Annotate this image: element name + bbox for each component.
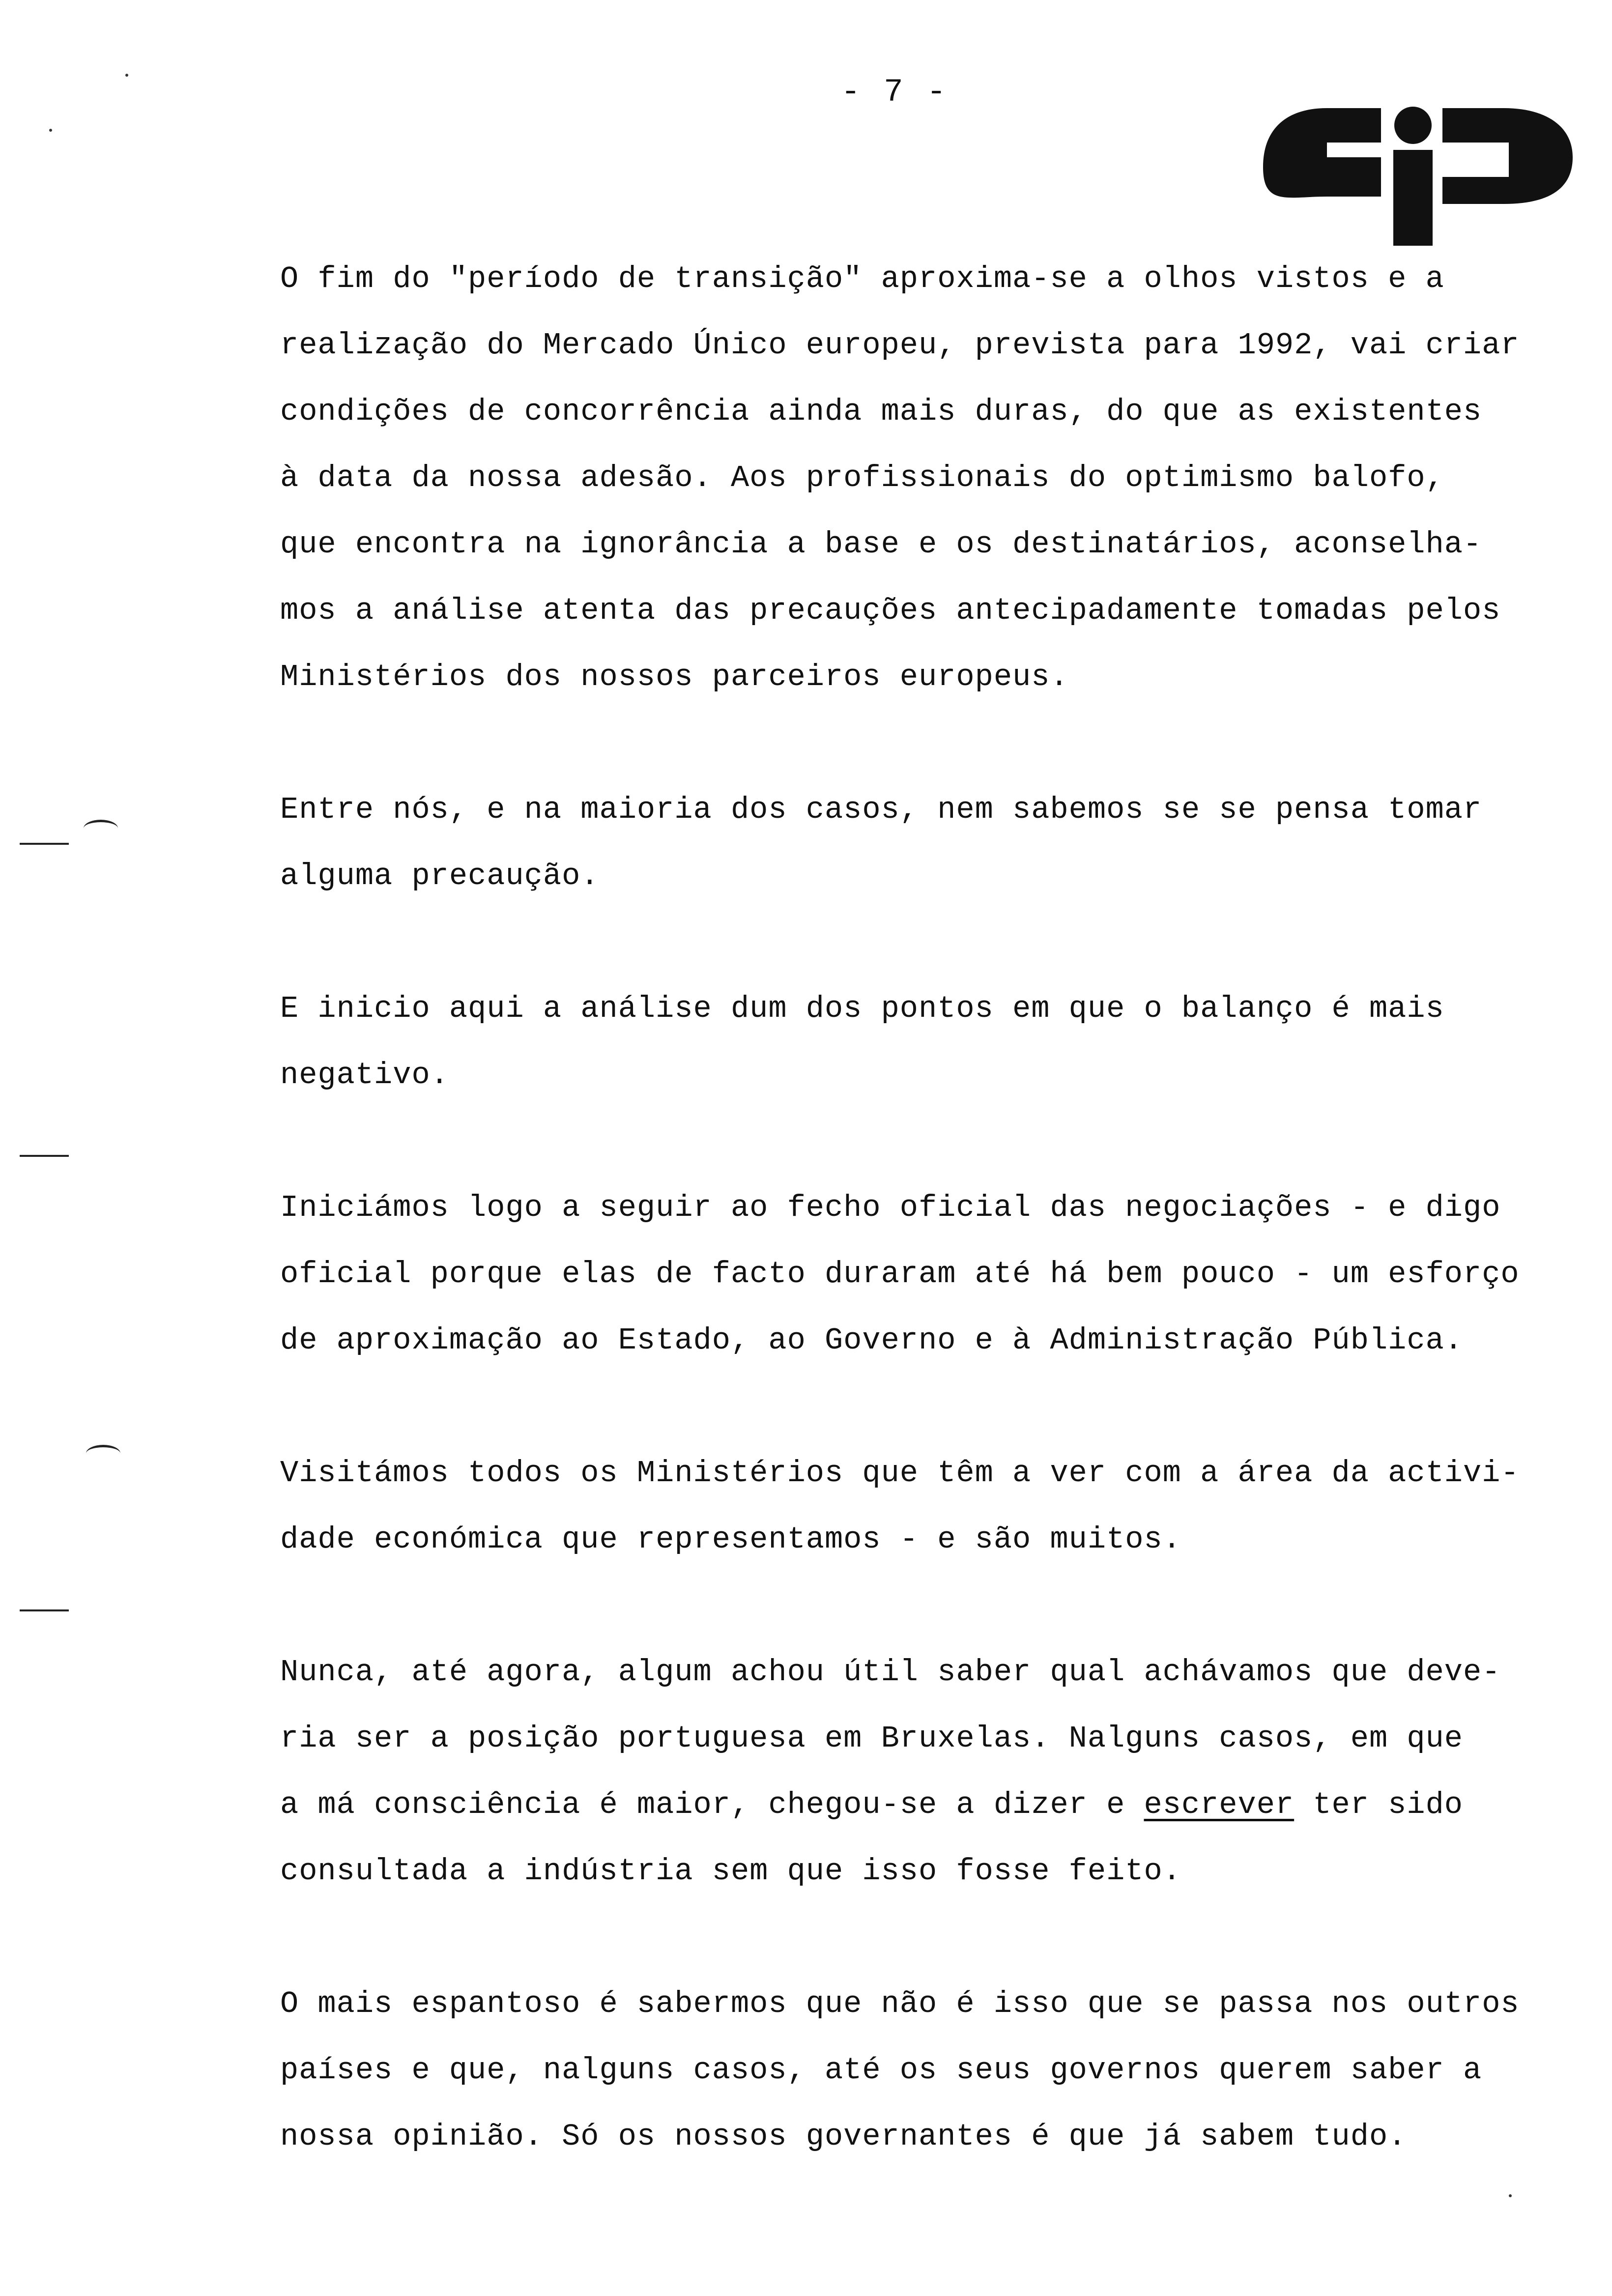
cip-logo bbox=[1258, 98, 1578, 246]
paragraph-line: realização do Mercado Único europeu, prevista para 1992, vai criar bbox=[280, 328, 1520, 363]
paragraph-line: O mais espantoso é sabermos que não é isso que se passa nos outros bbox=[280, 1986, 1520, 2021]
paragraph-line: Iniciámos logo a seguir ao fecho oficial das negociações - e digo bbox=[280, 1190, 1501, 1225]
paragraph-7 bbox=[280, 1971, 1607, 2170]
paragraph-line: dade económica que representamos - e são muitos. bbox=[280, 1522, 1181, 1557]
paragraph-line: ria ser a posição portuguesa em Bruxelas. Nalguns casos, em que bbox=[280, 1721, 1463, 1756]
paragraph-line: E inicio aqui a análise dum dos pontos em que o balanço é mais bbox=[280, 991, 1444, 1026]
paragraph-line: nossa opinião. Só os nossos governantes é que já sabem tudo. bbox=[280, 2119, 1407, 2154]
margin-dash-2 bbox=[20, 1155, 69, 1157]
paragraph-line bbox=[280, 1772, 1607, 1838]
paragraph-line: à data da nossa adesão. Aos profissionais do optimismo balofo, bbox=[280, 460, 1444, 495]
line-text: a má consciência é maior, chegou-se a dizer e bbox=[280, 1787, 1144, 1822]
paragraph-2 bbox=[280, 776, 1607, 909]
paragraph-line: Visitámos todos os Ministérios que têm a ver com a área da activi- bbox=[280, 1456, 1520, 1491]
paragraph-line: oficial porque elas de facto duraram até há bem pouco - um esforço bbox=[280, 1257, 1520, 1292]
paragraph-line: condições de concorrência ainda mais duras, do que as existentes bbox=[280, 394, 1482, 429]
underlined-word: escrever bbox=[1144, 1787, 1295, 1822]
paragraph-line: Entre nós, e na maioria dos casos, nem sabemos se se pensa tomar bbox=[280, 792, 1482, 827]
margin-dash-3 bbox=[20, 1609, 69, 1611]
paragraph-line: Nunca, até agora, algum achou útil saber qual achávamos que deve- bbox=[280, 1655, 1501, 1690]
paragraph-line: de aproximação ao Estado, ao Governo e à Administração Pública. bbox=[280, 1323, 1463, 1358]
logo-i-dot bbox=[1394, 107, 1432, 144]
margin-dash-1 bbox=[20, 843, 69, 845]
paragraph-line: mos a análise atenta das precauções antecipadamente tomadas pelos bbox=[280, 593, 1501, 628]
paragraph-line: Ministérios dos nossos parceiros europeus. bbox=[280, 660, 1069, 694]
paragraph-3 bbox=[280, 976, 1607, 1108]
logo-p-shape bbox=[1442, 108, 1573, 204]
line-text: ter sido bbox=[1294, 1787, 1463, 1822]
paragraph-line: países e que, nalguns casos, até os seus governos querem saber a bbox=[280, 2053, 1482, 2088]
margin-arc-2 bbox=[86, 1445, 120, 1462]
paragraph-line: O fim do "período de transição" aproxima-se a olhos vistos e a bbox=[280, 261, 1444, 296]
speck bbox=[49, 129, 52, 132]
paragraph-6 bbox=[280, 1639, 1607, 1904]
logo-i-stem bbox=[1393, 150, 1433, 246]
logo-c-shape bbox=[1263, 108, 1381, 198]
paragraph-5 bbox=[280, 1440, 1607, 1573]
paragraph-4 bbox=[280, 1175, 1607, 1374]
paragraph-line: consultada a indústria sem que isso fosse feito. bbox=[280, 1854, 1181, 1889]
paragraph-line: que encontra na ignorância a base e os destinatários, aconselha- bbox=[280, 527, 1482, 562]
margin-arc-1 bbox=[84, 820, 118, 837]
paragraph-line: alguma precaução. bbox=[280, 859, 600, 893]
paragraph-line: negativo. bbox=[280, 1058, 449, 1092]
page-number: - 7 - bbox=[840, 74, 949, 111]
paragraph-1 bbox=[280, 246, 1607, 710]
document-body bbox=[280, 246, 1607, 2236]
speck bbox=[125, 74, 128, 77]
